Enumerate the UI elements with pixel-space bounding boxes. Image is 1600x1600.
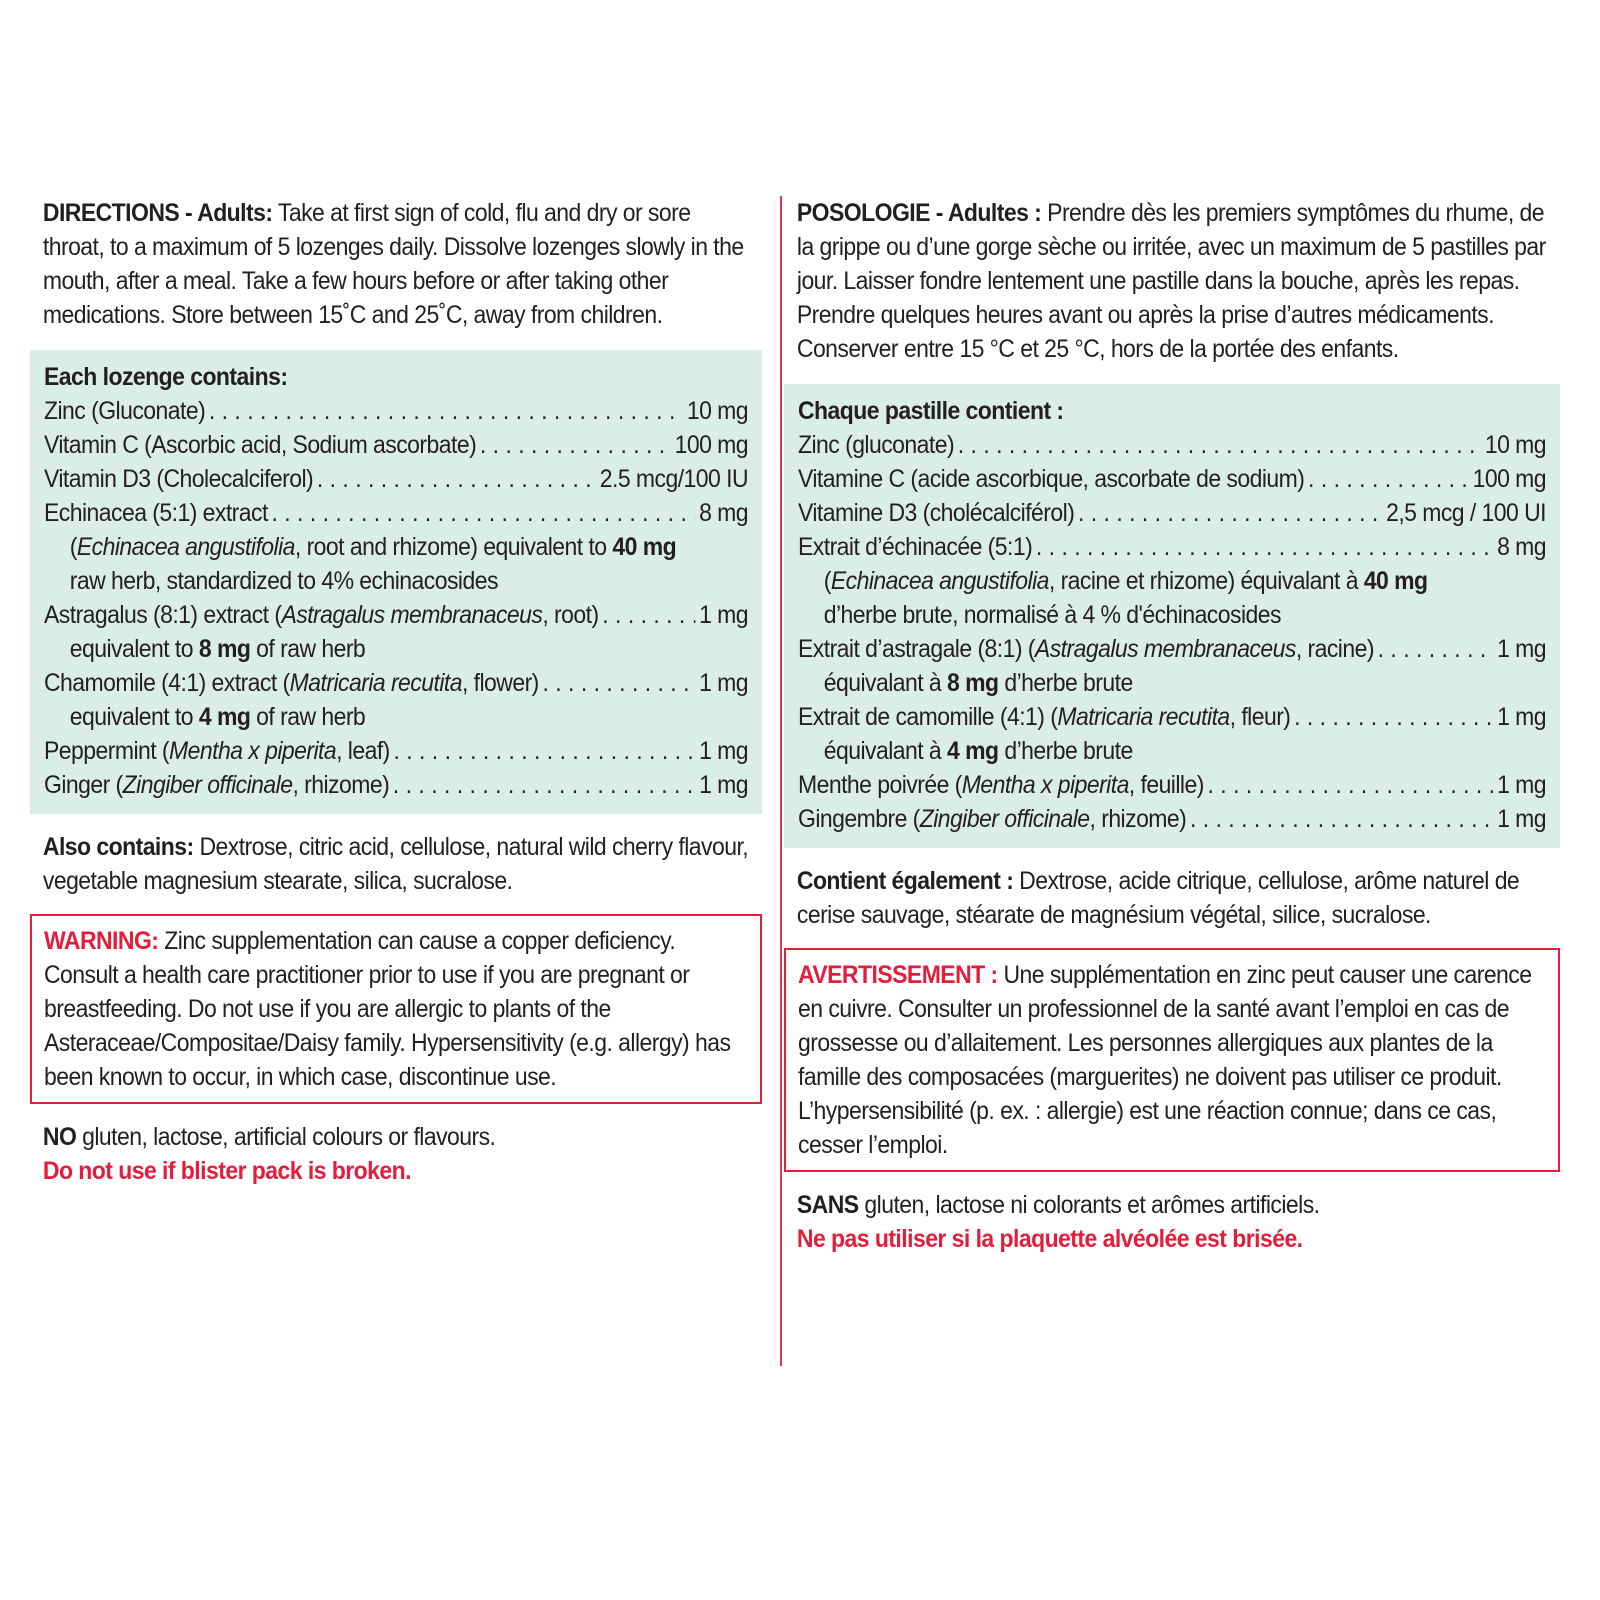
ingredient-row: Extrait d’échinacée (5:1) . . . 8 mg xyxy=(798,530,1546,564)
ingredient-row: Ginger (Zingiber officinale, rhizome) . . . 1 mg xyxy=(44,768,748,802)
posologie-heading: POSOLOGIE - Adultes : xyxy=(796,199,1042,227)
ingredient-row: Vitamine D3 (cholécalciférol) . . . 2,5 mcg / 100 UI xyxy=(798,496,1546,530)
free-from-statement: NO gluten, lactose, artificial colours or flavours. xyxy=(42,1123,496,1151)
ingredient-row: Vitamin C (Ascorbic acid, Sodium ascorbate) . . . 100 mg xyxy=(44,428,748,462)
directions-section xyxy=(30,196,764,332)
warning-heading-fr: AVERTISSEMENT : xyxy=(798,961,998,989)
ingredient-row: Vitamin D3 (Cholecalciferol) . . . 2.5 mcg/100 IU xyxy=(44,462,748,496)
ingredient-row: Peppermint (Mentha x piperita, leaf) . . . 1 mg xyxy=(44,734,748,768)
ingredient-row: Vitamine C (acide ascorbique, ascorbate de sodium) . . . 100 mg xyxy=(798,462,1546,496)
posologie-section xyxy=(784,196,1562,366)
ingredient-row: Gingembre (Zingiber officinale, rhizome) . . . 1 mg xyxy=(798,802,1546,836)
warning-box xyxy=(30,914,762,1104)
ingredient-row: Zinc (Gluconate) . . . 10 mg xyxy=(44,394,748,428)
ingredients-heading-fr: Chaque pastille contient : xyxy=(798,397,1064,425)
warning-text-fr: Une supplémentation en zinc peut causer une carence en cuivre. Consulter un professionnel de la santé avant l’emploi en cas de grossesse ou d’allaitement. Les personnes allergiques aux plantes de la famille des composacées (marguerites) ne doivent pas utiliser ce produit. L’hypersensibilité (p. ex. : allergie) est une réaction connue; dans ce cas, cesser l’emploi. xyxy=(798,961,1532,1159)
also-contains-text-fr: Dextrose, acide citrique, cellulose, arôme naturel de cerise sauvage, stéarate de magnésium végétal, silice, sucralose. xyxy=(796,867,1520,929)
ingredient-detail: raw herb, standardized to 4% echinacosides xyxy=(69,567,498,595)
ingredients-heading: Each lozenge contains: xyxy=(44,363,288,391)
blister-warning: Do not use if blister pack is broken. xyxy=(42,1157,411,1185)
ingredient-row: Extrait d’astragale (8:1) (Astragalus membranaceus, racine) . . . 1 mg xyxy=(798,632,1546,666)
ingredient-detail: équivalant à 8 mg d’herbe brute xyxy=(823,669,1133,697)
free-from-statement-fr: SANS gluten, lactose ni colorants et arômes artificiels. xyxy=(796,1191,1320,1219)
warning-box-fr xyxy=(784,948,1560,1172)
also-contains-text: Dextrose, citric acid, cellulose, natural wild cherry flavour, vegetable magnesium stearate, silica, sucralose. xyxy=(42,833,749,895)
ingredient-detail: (Echinacea angustifolia, root and rhizome) equivalent to 40 mg xyxy=(69,533,677,561)
also-contains-heading: Also contains: xyxy=(42,833,194,861)
ingredient-detail: (Echinacea angustifolia, racine et rhizome) équivalant à 40 mg xyxy=(823,567,1428,595)
column-divider xyxy=(780,196,782,1366)
ingredient-detail: equivalent to 8 mg of raw herb xyxy=(69,635,366,663)
also-contains-section xyxy=(30,830,764,898)
also-contains-section-fr xyxy=(784,864,1562,932)
ingredients-panel xyxy=(30,350,762,814)
posologie-text: Prendre dès les premiers symptômes du rhume, de la grippe ou d’une gorge sèche ou irritée, avec un maximum de 5 pastilles par jour. Laisser fondre lentement une pastille dans la bouche, après les repas. Prendre quelques heures avant ou après la prise d’autres médicaments. Conserver entre 15 °C et 25 °C, hors de la portée des enfants. xyxy=(796,199,1546,363)
ingredient-row: Zinc (gluconate) . . . 10 mg xyxy=(798,428,1546,462)
ingredient-row: Extrait de camomille (4:1) (Matricaria recutita, fleur) . . . 1 mg xyxy=(798,700,1546,734)
ingredient-row: Menthe poivrée (Mentha x piperita, feuille) . . . 1 mg xyxy=(798,768,1546,802)
warning-heading: WARNING: xyxy=(44,927,159,955)
blister-warning-fr: Ne pas utiliser si la plaquette alvéolée est brisée. xyxy=(796,1225,1303,1253)
english-column xyxy=(30,196,762,1188)
ingredient-row: Chamomile (4:1) extract (Matricaria recutita, flower) . . . 1 mg xyxy=(44,666,748,700)
ingredients-panel-fr xyxy=(784,384,1560,848)
ingredient-detail: d’herbe brute, normalisé à 4 % d'échinacosides xyxy=(823,601,1281,629)
directions-text: Take at first sign of cold, flu and dry or sore throat, to a maximum of 5 lozenges daily. Dissolve lozenges slowly in the mouth, after a meal. Take a few hours before or after taking other medications. Store between 15˚C and 25˚C, away from children. xyxy=(42,199,744,329)
french-column xyxy=(784,196,1560,1256)
warning-text: Zinc supplementation can cause a copper deficiency. Consult a health care practitioner prior to use if you are pregnant or breastfeeding. Do not use if you are allergic to plants of the Asteraceae/Compositae/Daisy family. Hypersensitivity (e.g. allergy) has been known to occur, in which case, discontinue use. xyxy=(44,927,731,1091)
directions-heading: DIRECTIONS - Adults: xyxy=(42,199,273,227)
ingredient-row: Echinacea (5:1) extract . . . 8 mg xyxy=(44,496,748,530)
ingredient-detail: équivalant à 4 mg d’herbe brute xyxy=(823,737,1133,765)
ingredient-row: Astragalus (8:1) extract (Astragalus membranaceus, root) . . . 1 mg xyxy=(44,598,748,632)
also-contains-heading-fr: Contient également : xyxy=(796,867,1014,895)
ingredient-detail: equivalent to 4 mg of raw herb xyxy=(69,703,366,731)
